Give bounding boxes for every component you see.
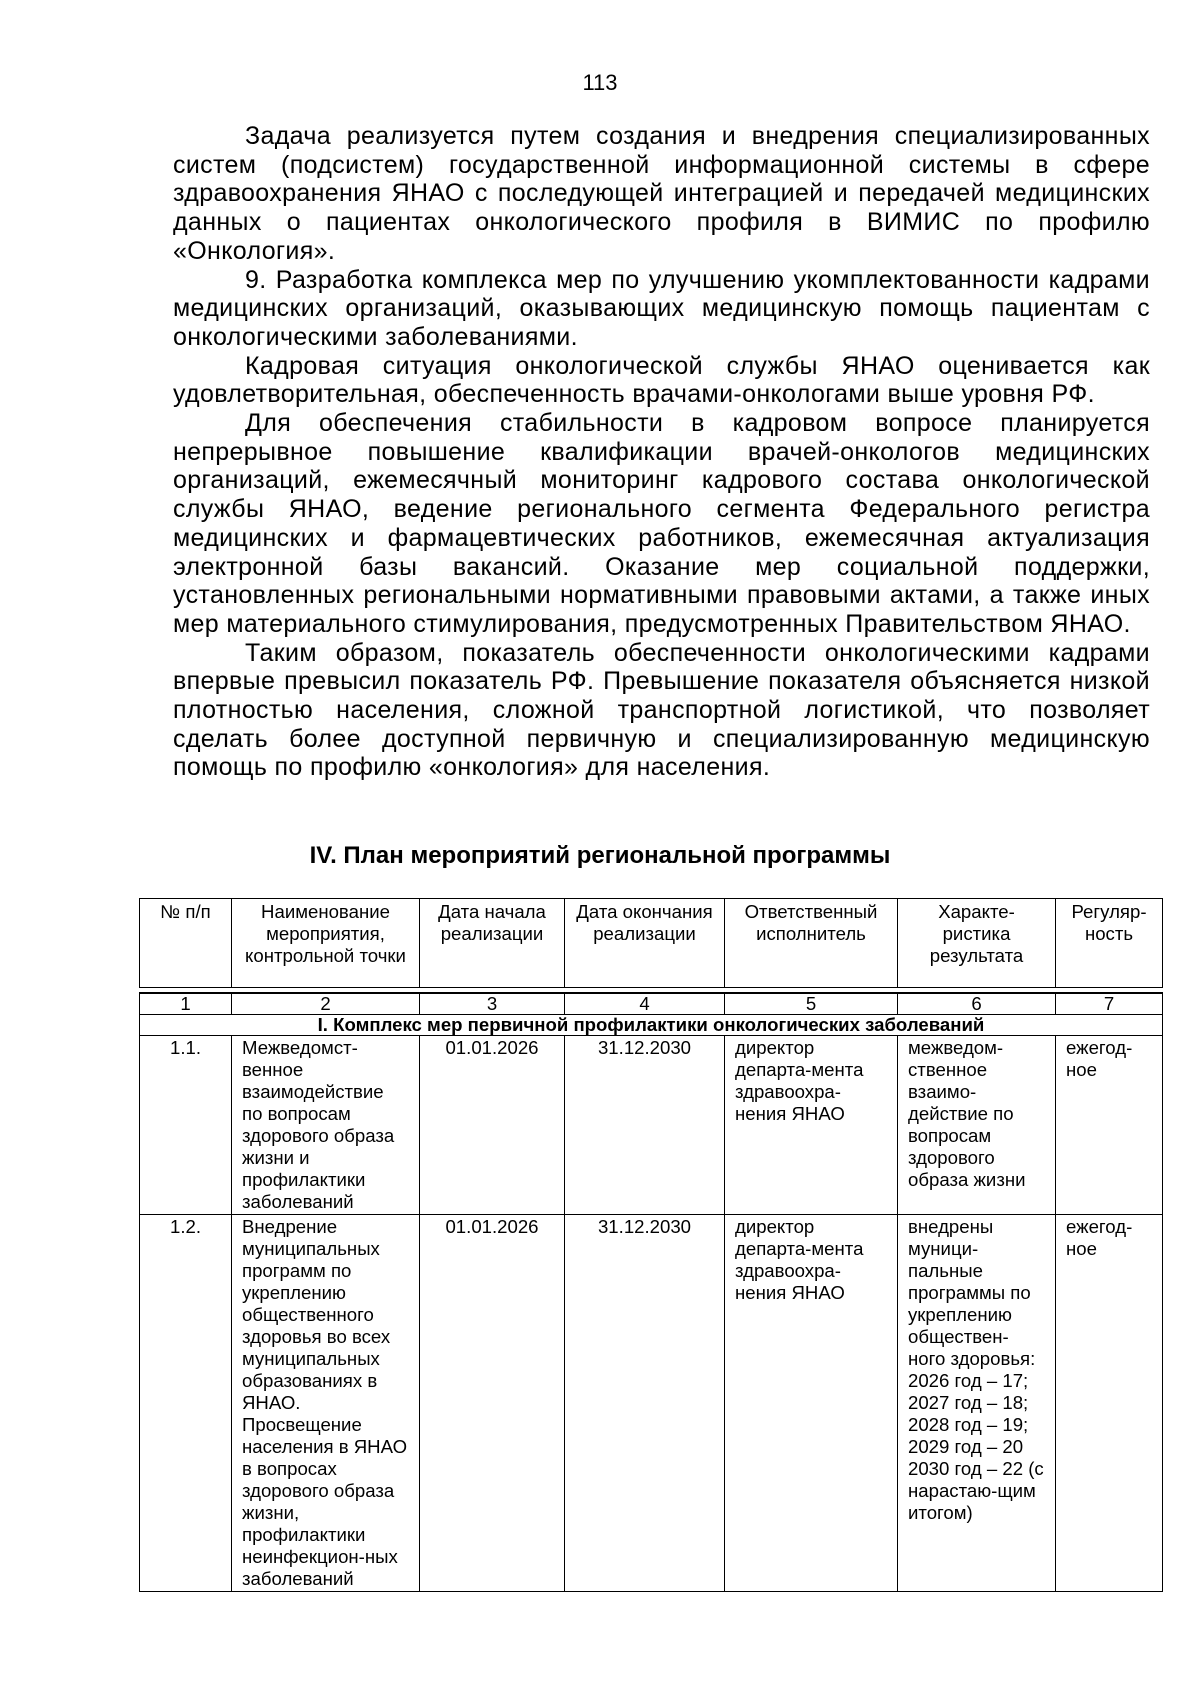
row-name: Межведомст-венное взаимодействие по вопросам здорового образа жизни и профилактики заболеваний xyxy=(232,1036,420,1215)
column-number: 1 xyxy=(140,993,232,1015)
header-cell-executor: Ответственный исполнитель xyxy=(725,899,898,988)
column-number: 3 xyxy=(420,993,565,1015)
row-executor: директор департа-мента здравоохра-нения ЯНАО xyxy=(725,1036,898,1215)
header-cell-number: № п/п xyxy=(140,899,232,988)
header-cell-regularity: Регуляр-ность xyxy=(1056,899,1163,988)
table-header-row xyxy=(140,899,1163,988)
row-result: межведом-ственное взаимо-действие по вопросам здорового образа жизни xyxy=(898,1036,1056,1215)
row-start-date: 01.01.2026 xyxy=(420,1036,565,1215)
column-number: 2 xyxy=(232,993,420,1015)
row-executor: директор департа-мента здравоохра-нения ЯНАО xyxy=(725,1215,898,1592)
row-regularity: ежегод-ное xyxy=(1056,1036,1163,1215)
paragraph: 9. Разработка комплекса мер по улучшению укомплектованности кадрами медицинских организаций, оказывающих медицинскую помощь пациентам с онкологическими заболеваниями. xyxy=(173,265,1150,351)
header-cell-result: Характе-ристика результата xyxy=(898,899,1056,988)
paragraph: Для обеспечения стабильности в кадровом вопросе планируется непрерывное повышение квалификации врачей-онкологов медицинских организаций, ежемесячный мониторинг кадрового состава онкологической службы ЯНАО, ведение регионального сегмента Федерального регистра медицинских и фармацевтических работников, ежемесячная актуализация электронной базы вакансий. Оказание мер социальной поддержки, установленных региональными нормативными правовыми актами, а также иных мер материального стимулирования, предусмотренных Правительством ЯНАО. xyxy=(173,409,1150,638)
row-end-date: 31.12.2030 xyxy=(565,1215,725,1592)
section-row-title: I. Комплекс мер первичной профилактики онкологических заболеваний xyxy=(140,1015,1163,1036)
row-result: внедрены муници-пальные программы по укреплению обществен-ного здоровья: 2026 год – 17; 2027 год – 18; 2028 год – 19; 2029 год – 20 2030 год – 22 (с нарастаю-щим итогом) xyxy=(898,1215,1056,1592)
body-text xyxy=(173,122,1150,782)
column-number-row xyxy=(140,993,1163,1015)
table-section-row xyxy=(140,1015,1163,1036)
table-row xyxy=(140,1036,1163,1215)
row-regularity: ежегод-ное xyxy=(1056,1215,1163,1592)
column-number: 7 xyxy=(1056,993,1163,1015)
table-row xyxy=(140,1215,1163,1592)
row-name: Внедрение муниципальных программ по укреплению общественного здоровья во всех муниципальных образованиях в ЯНАО. Просвещение населения в ЯНАО в вопросах здорового образа жизни, профилактики неинфекцион-ных заболеваний xyxy=(232,1215,420,1592)
column-number: 6 xyxy=(898,993,1056,1015)
row-number: 1.1. xyxy=(140,1036,232,1215)
page-number: 113 xyxy=(582,70,618,95)
column-number: 4 xyxy=(565,993,725,1015)
plan-table xyxy=(139,898,1163,1592)
header-cell-start: Дата начала реализации xyxy=(420,899,565,988)
paragraph: Задача реализуется путем создания и внедрения специализированных систем (подсистем) государственной информационной системы в сфере здравоохранения ЯНАО с последующей интеграцией и передачей медицинских данных о пациентах онкологического профиля в ВИМИС по профилю «Онкология». xyxy=(173,122,1150,265)
column-number: 5 xyxy=(725,993,898,1015)
paragraph: Таким образом, показатель обеспеченности онкологическими кадрами впервые превысил показатель РФ. Превышение показателя объясняется низкой плотностью населения, сложной транспортной логистикой, что позволяет сделать более доступной первичную и специализированную медицинскую помощь по профилю «онкология» для населения. xyxy=(173,638,1150,782)
row-start-date: 01.01.2026 xyxy=(420,1215,565,1592)
row-number: 1.2. xyxy=(140,1215,232,1592)
header-cell-end: Дата окончания реализации xyxy=(565,899,725,988)
header-cell-name: Наименование мероприятия, контрольной точки xyxy=(232,899,420,988)
paragraph: Кадровая ситуация онкологической службы ЯНАО оценивается как удовлетворительная, обеспеченность врачами-онкологами выше уровня РФ. xyxy=(173,351,1150,409)
section-title: IV. План мероприятий региональной программы xyxy=(309,842,891,869)
row-end-date: 31.12.2030 xyxy=(565,1036,725,1215)
